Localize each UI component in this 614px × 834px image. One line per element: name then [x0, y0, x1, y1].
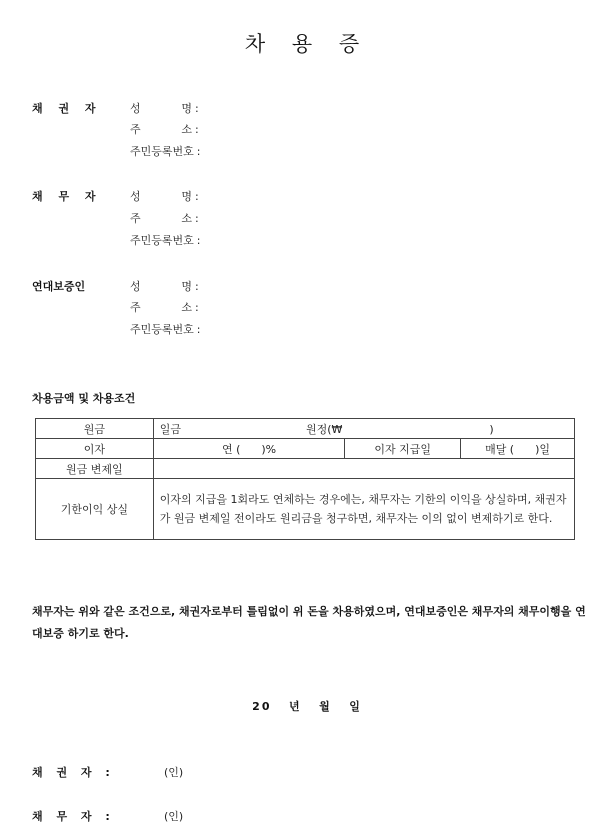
creditor-name-text: 성 명	[130, 102, 192, 115]
guarantor-name-text: 성 명	[130, 280, 192, 293]
guarantor-id-text: 주민등록번호	[130, 323, 194, 336]
creditor-heading: 채 권 자	[32, 102, 102, 115]
debtor-id-text: 주민등록번호	[130, 234, 194, 247]
table-row	[36, 419, 575, 439]
debtor-address-label: 주 소 :	[130, 212, 199, 225]
interest-rate-cell[interactable]: 연 ( )%	[153, 439, 345, 459]
table-row	[36, 479, 575, 540]
loan-terms-table	[35, 418, 575, 540]
table-row	[36, 439, 575, 459]
principal-close-text: )	[489, 422, 494, 436]
guarantor-address-text: 주 소	[130, 301, 192, 314]
guarantor-address-label: 주 소 :	[130, 301, 199, 314]
creditor-signature-label: 채 권 자 :	[32, 766, 115, 779]
creditor-name-label: 성 명 :	[130, 102, 199, 115]
debtor-heading: 채 무 자	[32, 190, 102, 203]
creditor-seal: (인)	[164, 766, 184, 779]
document-title: 차 용 증	[244, 32, 370, 56]
acceleration-text: 이자의 지급을 1회라도 연체하는 경우에는, 채무자는 기한의 이익을 상실하며, 채권자가 원금 변제일 전이라도 원리금을 청구하면, 채무자는 이의 없이 변제하기로 한다.	[153, 479, 574, 540]
debtor-signature-label: 채 무 자 :	[32, 810, 115, 823]
principal-amount-text: 일금	[159, 422, 181, 436]
repayment-date-cell[interactable]	[153, 459, 574, 479]
loan-statement: 채무자는 위와 같은 조건으로, 채권자로부터 틀림없이 위 돈을 차용하였으며, 연대보증인은 채무자의 채무이행을 연대보증 하기로 한다.	[32, 605, 586, 640]
interest-pay-label: 이자 지급일	[345, 439, 461, 459]
date-line: 20 년 월 일	[252, 700, 362, 713]
guarantor-name-label: 성 명 :	[130, 280, 199, 293]
acceleration-label: 기한이익 상실	[36, 479, 154, 540]
interest-label: 이자	[36, 439, 154, 459]
debtor-id-label: 주민등록번호 :	[130, 234, 201, 247]
table-row	[36, 459, 575, 479]
creditor-id-label: 주민등록번호 :	[130, 145, 201, 158]
debtor-seal: (인)	[164, 810, 184, 823]
interest-pay-day-cell[interactable]: 매달 ( )일	[461, 439, 575, 459]
creditor-address-text: 주 소	[130, 123, 192, 136]
guarantor-heading: 연대보증인	[32, 280, 86, 293]
creditor-address-label: 주 소 :	[130, 123, 199, 136]
principal-label: 원금	[36, 419, 154, 439]
debtor-name-text: 성 명	[130, 190, 192, 203]
debtor-name-label: 성 명 :	[130, 190, 199, 203]
principal-value-cell[interactable]	[153, 419, 574, 439]
loan-terms-section-title: 차용금액 및 차용조건	[32, 392, 136, 405]
repayment-date-label: 원금 변제일	[36, 459, 154, 479]
guarantor-id-label: 주민등록번호 :	[130, 323, 201, 336]
principal-won-text: 원정(₩	[305, 422, 343, 436]
creditor-id-text: 주민등록번호	[130, 145, 194, 158]
debtor-address-text: 주 소	[130, 212, 192, 225]
